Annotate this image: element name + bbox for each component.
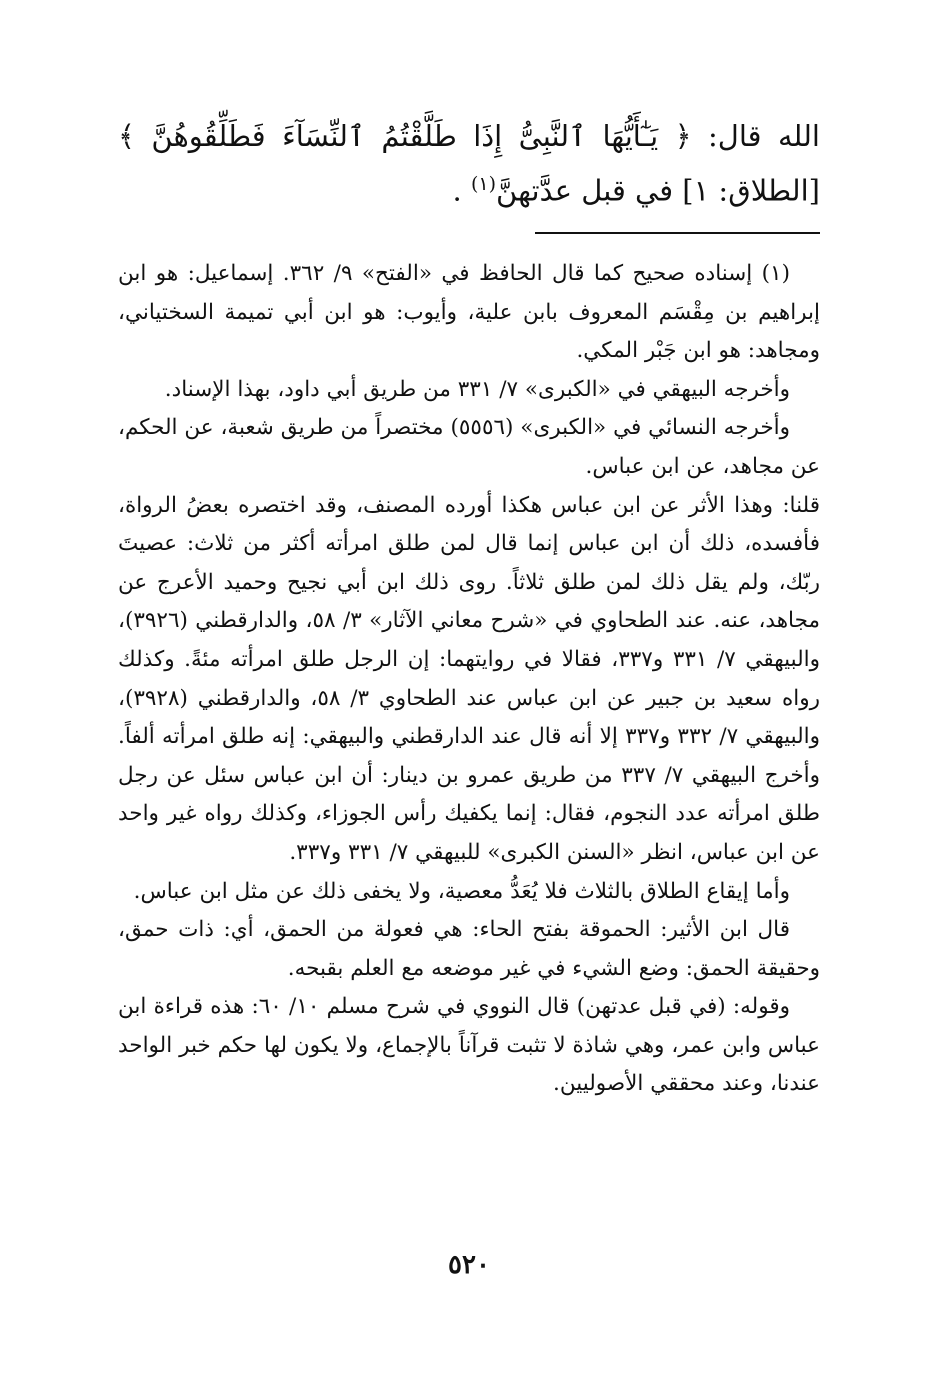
footnote-paragraph: (١) إسناده صحيح كما قال الحافظ في «الفتح» ٩/ ٣٦٢. إسماعيل: هو ابن إبراهيم بن مِقْسَم المعروف بابن علية، وأيوب: هو ابن أبي تميمة السختياني، ومجاهد: هو ابن جَبْر المكي. (118, 261, 820, 364)
footnote-paragraph: قال ابن الأثير: الحموقة بفتح الحاء: هي فعولة من الحمق، أي: ذات حمق، وحقيقة الحمق: وضع الشيء في غير موضعه مع العلم بقبحه. (118, 917, 820, 981)
footnotes-section (118, 255, 820, 1104)
main-period: . (452, 173, 462, 208)
main-paragraph: الله قال: ﴿ يَـٰٓأَيُّهَا ٱلنَّبِىُّ إِذَا طَلَّقْتُمُ ٱلنِّسَآءَ فَطَلِّقُوهُنَّ ﴾ [الطلاق: ١] في قبل عدَّتهنَّ (118, 119, 820, 208)
main-text (118, 112, 820, 215)
footnote-paragraph: وأخرجه البيهقي في «الكبرى» ٧/ ٣٣١ من طريق أبي داود، بهذا الإسناد. (164, 376, 790, 402)
footnote-separator (535, 232, 820, 234)
page-number: ٥٢٠ (448, 1250, 490, 1280)
footnote-paragraph: قلنا: وهذا الأثر عن ابن عباس هكذا أورده المصنف، وقد اختصره بعضُ الرواة، فأفسده، ذلك أن ابن عباس إنما قال لمن طلق امرأته أكثر من ثلاث: عصيتَ ربّك، ولم يقل ذلك لمن طلق ثلاثاً. روى ذلك ابن أبي نجيح وحميد الأعرج عن مجاهد، عنه. عند الطحاوي في «شرح معاني الآثار» ٣/ ٥٨، والدارقطني (٣٩٢٦)، والبيهقي ٧/ ٣٣١ و٣٣٧، فقالا في روايتهما: إن الرجل طلق امرأته مئةً. وكذلك رواه سعيد بن جبير عن ابن عباس عند الطحاوي ٣/ ٥٨، والدارقطني (٣٩٢٨)، والبيهقي ٧/ ٣٣٢ و٣٣٧ إلا أنه قال عند الدارقطني والبيهقي: إنه طلق امرأته ألفاً. وأخرج البيهقي ٧/ ٣٣٧ من طريق عمرو بن دينار: أن ابن عباس سئل عن رجل طلق امرأته عدد النجوم، فقال: إنما يكفيك رأس الجوزاء، وكذلك رواه غير واحد عن ابن عباس، انظر «السنن الكبرى» للبيهقي ٧/ ٣٣١ و٣٣٧. (118, 492, 821, 865)
footnote-reference: (١) (470, 173, 496, 195)
footnote-paragraph: وقوله: (في قبل عدتهن) قال النووي في شرح مسلم ١٠/ ٦٠: هذه قراءة ابن عباس وابن عمر، وهي شاذة لا تثبت قرآناً بالإجماع، ولا يكون لها حكم خبر الواحد عندنا، وعند محققي الأصوليين. (118, 994, 820, 1097)
footnote-paragraph: وأخرجه النسائي في «الكبرى» (٥٥٥٦) مختصراً من طريق شعبة، عن الحكم، عن مجاهد، عن ابن عباس. (118, 415, 820, 479)
footnote-paragraph: وأما إيقاع الطلاق بالثلاث فلا يُعَدُّ معصية، ولا يخفى ذلك عن مثل ابن عباس. (133, 878, 790, 904)
